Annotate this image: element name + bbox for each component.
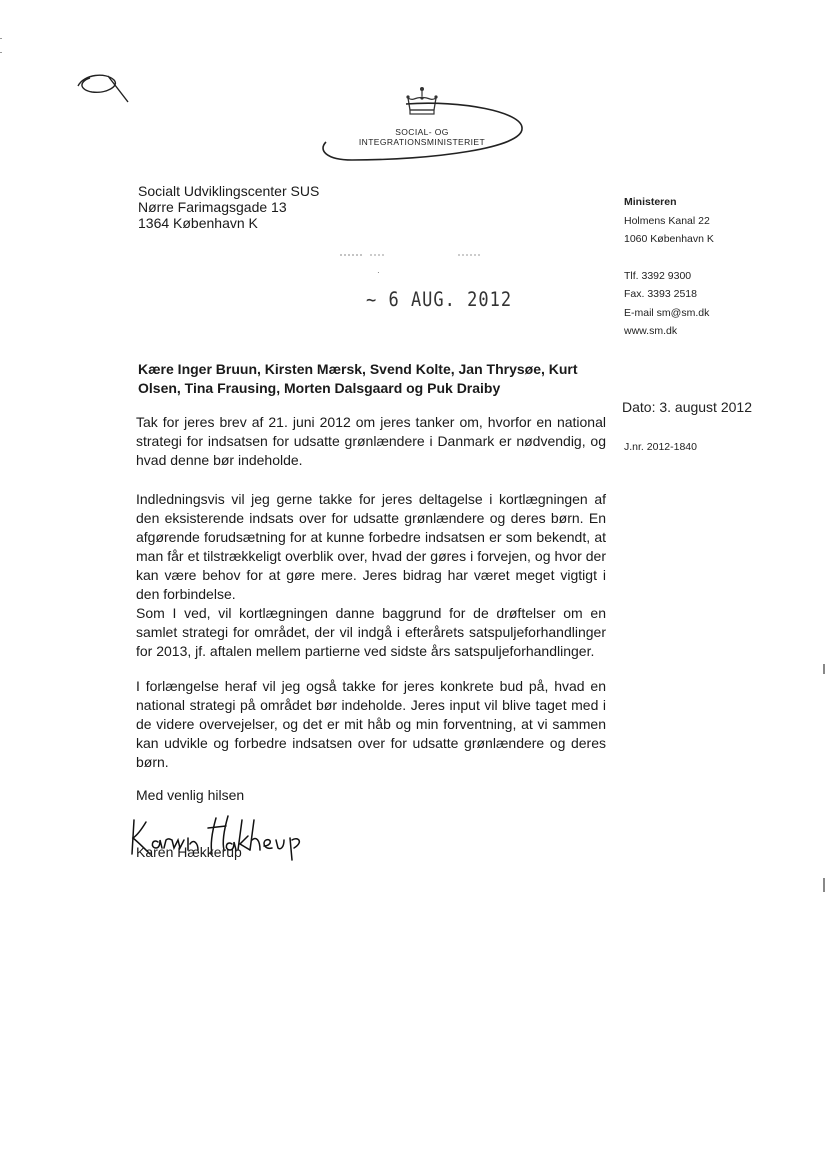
crown-icon [406,87,437,114]
sender-info [624,193,714,341]
body-paragraph-3: Som I ved, vil kortlægningen danne baggrund for de drøftelser om en samlet strategi for området, der vil indgå i efterårets satspuljeforhandlinger for 2013, jf. aftalen mellem partierne ved sidste års satspuljeforhandlinger. [136,605,606,659]
sender-street: Holmens Kanal 22 [624,214,710,227]
received-stamp: ~ 6 AUG. 2012 [366,288,513,312]
stamp-dashes [340,250,480,260]
sender-email[interactable]: E-mail sm@sm.dk [624,306,710,319]
journal-number: J.nr. 2012-1840 [624,441,697,453]
body-paragraph-1: Tak for jeres brev af 21. juni 2012 om jeres tanker om, hvorfor en national strategi for indsatsen for udsatte grønlændere i Danmark er nødvendig, og hvad denne bør indeholde. [136,414,606,468]
salutation: Kære Inger Bruun, Kirsten Mærsk, Svend Kolte, Jan Thrysøe, Kurt Olsen, Tina Frausing, Morten Dalsgaard og Puk Draiby [138,361,578,396]
closing: Med venlig hilsen [136,787,245,803]
recipient-address [138,183,319,231]
stamp-dot: · [377,268,380,277]
scan-edge-mark [0,38,2,39]
recipient-street: Nørre Farimagsgade 13 [138,199,287,215]
handwritten-scribble [70,66,130,106]
sender-fax: Fax. 3393 2518 [624,288,697,300]
recipient-name: Socialt Udviklingscenter SUS [138,183,320,199]
body-paragraph-4: I forlængelse heraf vil jeg også takke for jeres konkrete bud på, hvad en national strategi på området bør indeholde. Jeres input vil blive taget med i de videre overvejelser, og det er mit håb og min forventning, at vi sammen kan udvikle og forbedre indsatsen over for udsatte grønlændere og deres børn. [136,678,606,770]
scan-edge-mark [0,52,2,53]
recipient-city: 1364 København K [138,215,258,231]
body-paragraph-2: Indledningsvis vil jeg gerne takke for jeres deltagelse i kortlægningen af den eksisterende indsats over for udsatte grønlændere og deres børn. En afgørende forudsætning for at kunne forbedre indsatsen er som bekendt, at man får et tilstrækkeligt overblik over, hvad der gøres i forvejen, og hvor der kan være behov for at gøre mere. Jeres bidrag har været meget vigtigt i den forbindelse. [136,491,606,602]
sender-web[interactable]: www.sm.dk [624,325,678,337]
sender-city: 1060 København K [624,233,714,245]
sender-title: Ministeren [624,196,677,208]
letter-date: Dato: 3. august 2012 [622,399,752,415]
sender-phone: Tlf. 3392 9300 [624,269,692,282]
ministry-name: SOCIAL- OG INTEGRATIONSMINISTERIET [358,127,486,147]
signer-name: Karen Hækkerup [136,844,242,860]
